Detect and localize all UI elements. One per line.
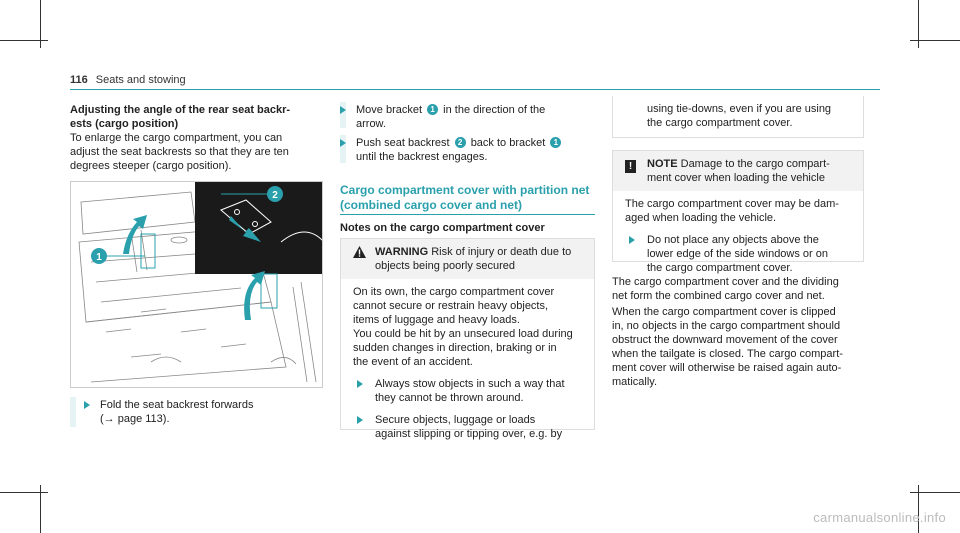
warning-step-secure	[353, 413, 584, 441]
text-line: ment cover will otherwise be raised again auto-	[612, 362, 842, 374]
crop-mark	[910, 492, 960, 493]
arrow-icon	[244, 271, 265, 320]
page-header	[70, 73, 186, 87]
note-step	[625, 233, 853, 275]
paragraph	[612, 305, 877, 389]
text-fragment: back to bracket	[470, 137, 546, 149]
step-move-bracket	[340, 103, 580, 131]
text-line: until the backrest engages.	[356, 151, 488, 163]
step-arrow-icon	[340, 139, 346, 147]
step-arrow-icon	[357, 380, 363, 388]
text-line: degrees steeper (cargo position).	[70, 160, 232, 172]
text-line: sudden changes in direction, braking or in	[353, 342, 557, 354]
callout-1-badge: 1	[550, 137, 561, 148]
text-line: arrow.	[356, 118, 386, 130]
text-fragment: in the direction of the	[443, 104, 546, 116]
warning-icon	[353, 246, 366, 258]
text-line: using tie-downs, even if you are using	[647, 103, 832, 115]
text-line: in, no objects in the cargo compartment should	[612, 320, 841, 332]
text-line: Do not place any objects above the	[647, 234, 819, 246]
warning-label: WARNING	[375, 246, 429, 258]
heading-line: (combined cargo cover and net)	[340, 198, 523, 212]
col1-heading	[70, 103, 330, 131]
col1-intro	[70, 131, 330, 173]
text-line: (→ page 113).	[100, 413, 170, 425]
text-fragment: Risk of injury or death due to	[431, 246, 572, 258]
watermark[interactable]: carmanualsonline.info	[813, 510, 946, 525]
text-line: items of luggage and heavy loads.	[353, 314, 520, 326]
callout-2-badge: 2	[455, 137, 466, 148]
step-fold-backrest	[84, 398, 324, 426]
seat-illustration	[70, 181, 323, 388]
text-fragment: Damage to the cargo compart-	[680, 158, 830, 170]
paragraph	[612, 275, 877, 303]
text-line: the cargo compartment cover.	[647, 262, 793, 274]
text-line: they cannot be thrown around.	[375, 392, 524, 404]
text-line: against slipping or tipping over, e.g. by	[375, 428, 563, 440]
text-line: Secure objects, luggage or loads	[375, 414, 536, 426]
header-rule	[70, 89, 880, 90]
warning-box-continued	[612, 96, 864, 138]
text-line: The cargo compartment cover and the dividing	[612, 276, 839, 288]
text-line: obstruct the downward movement of the cover	[612, 334, 838, 346]
text-line: when the tailgate is closed. The cargo compart-	[612, 348, 843, 360]
step-arrow-icon	[340, 106, 346, 114]
notice-icon: !	[625, 160, 636, 173]
heading-line: Adjusting the angle of the rear seat backr-	[70, 104, 291, 116]
section-title: Seats and stowing	[95, 74, 186, 86]
page-number: 116	[70, 74, 88, 86]
note-body	[613, 191, 863, 281]
text-line: the cargo compartment cover.	[647, 117, 793, 129]
heading-line: ests (cargo position)	[70, 118, 179, 130]
section-heading	[340, 183, 595, 213]
callout-2: 2	[272, 190, 278, 201]
text-line: Always stow objects in such a way that	[375, 378, 565, 390]
text-line: aged when loading the vehicle.	[625, 212, 777, 224]
step-arrow-icon	[629, 236, 635, 244]
text-line: You could be hit by an unsecured load during	[353, 328, 573, 340]
callout-1-badge: 1	[427, 104, 438, 115]
text-line: The cargo compartment cover may be dam-	[625, 198, 839, 210]
notes-heading: Notes on the cargo compartment cover	[340, 222, 545, 234]
crop-mark	[0, 492, 48, 493]
text-line: objects being poorly secured	[375, 260, 516, 272]
text-line: lower edge of the side windows or on	[647, 248, 828, 260]
step-arrow-icon	[357, 416, 363, 424]
step-push-backrest	[340, 136, 580, 164]
text-line: the event of an accident.	[353, 356, 473, 368]
crop-mark	[910, 40, 960, 41]
text-line: cannot secure or restrain heavy objects,	[353, 300, 549, 312]
note-header	[613, 151, 863, 191]
seat-illustration-svg	[71, 182, 323, 388]
heading-line: Cargo compartment cover with partition net	[340, 183, 590, 197]
text-line: adjust the seat backrests so that they are ten	[70, 146, 289, 158]
warning-box	[340, 238, 595, 440]
callout-1: 1	[96, 252, 102, 263]
text-line: net form the combined cargo cover and net.	[612, 290, 825, 302]
warning-header	[341, 239, 594, 279]
text-line: matically.	[612, 376, 658, 388]
section-rule	[340, 214, 595, 215]
crop-mark	[0, 40, 48, 41]
text-line: When the cargo compartment cover is clipped	[612, 306, 836, 318]
step-arrow-icon	[84, 401, 90, 409]
warning-step-stow	[353, 377, 584, 405]
text-fragment: Push seat backrest	[356, 137, 450, 149]
note-box	[612, 150, 864, 274]
note-label: NOTE	[647, 158, 678, 170]
text-line: ment cover when loading the vehicle	[647, 172, 825, 184]
step-bar	[70, 397, 76, 427]
text-line: Fold the seat backrest forwards	[100, 399, 254, 411]
text-line: On its own, the cargo compartment cover	[353, 286, 555, 298]
text-line: To enlarge the cargo compartment, you can	[70, 132, 283, 144]
text-fragment: Move bracket	[356, 104, 423, 116]
warning-body	[341, 279, 594, 447]
